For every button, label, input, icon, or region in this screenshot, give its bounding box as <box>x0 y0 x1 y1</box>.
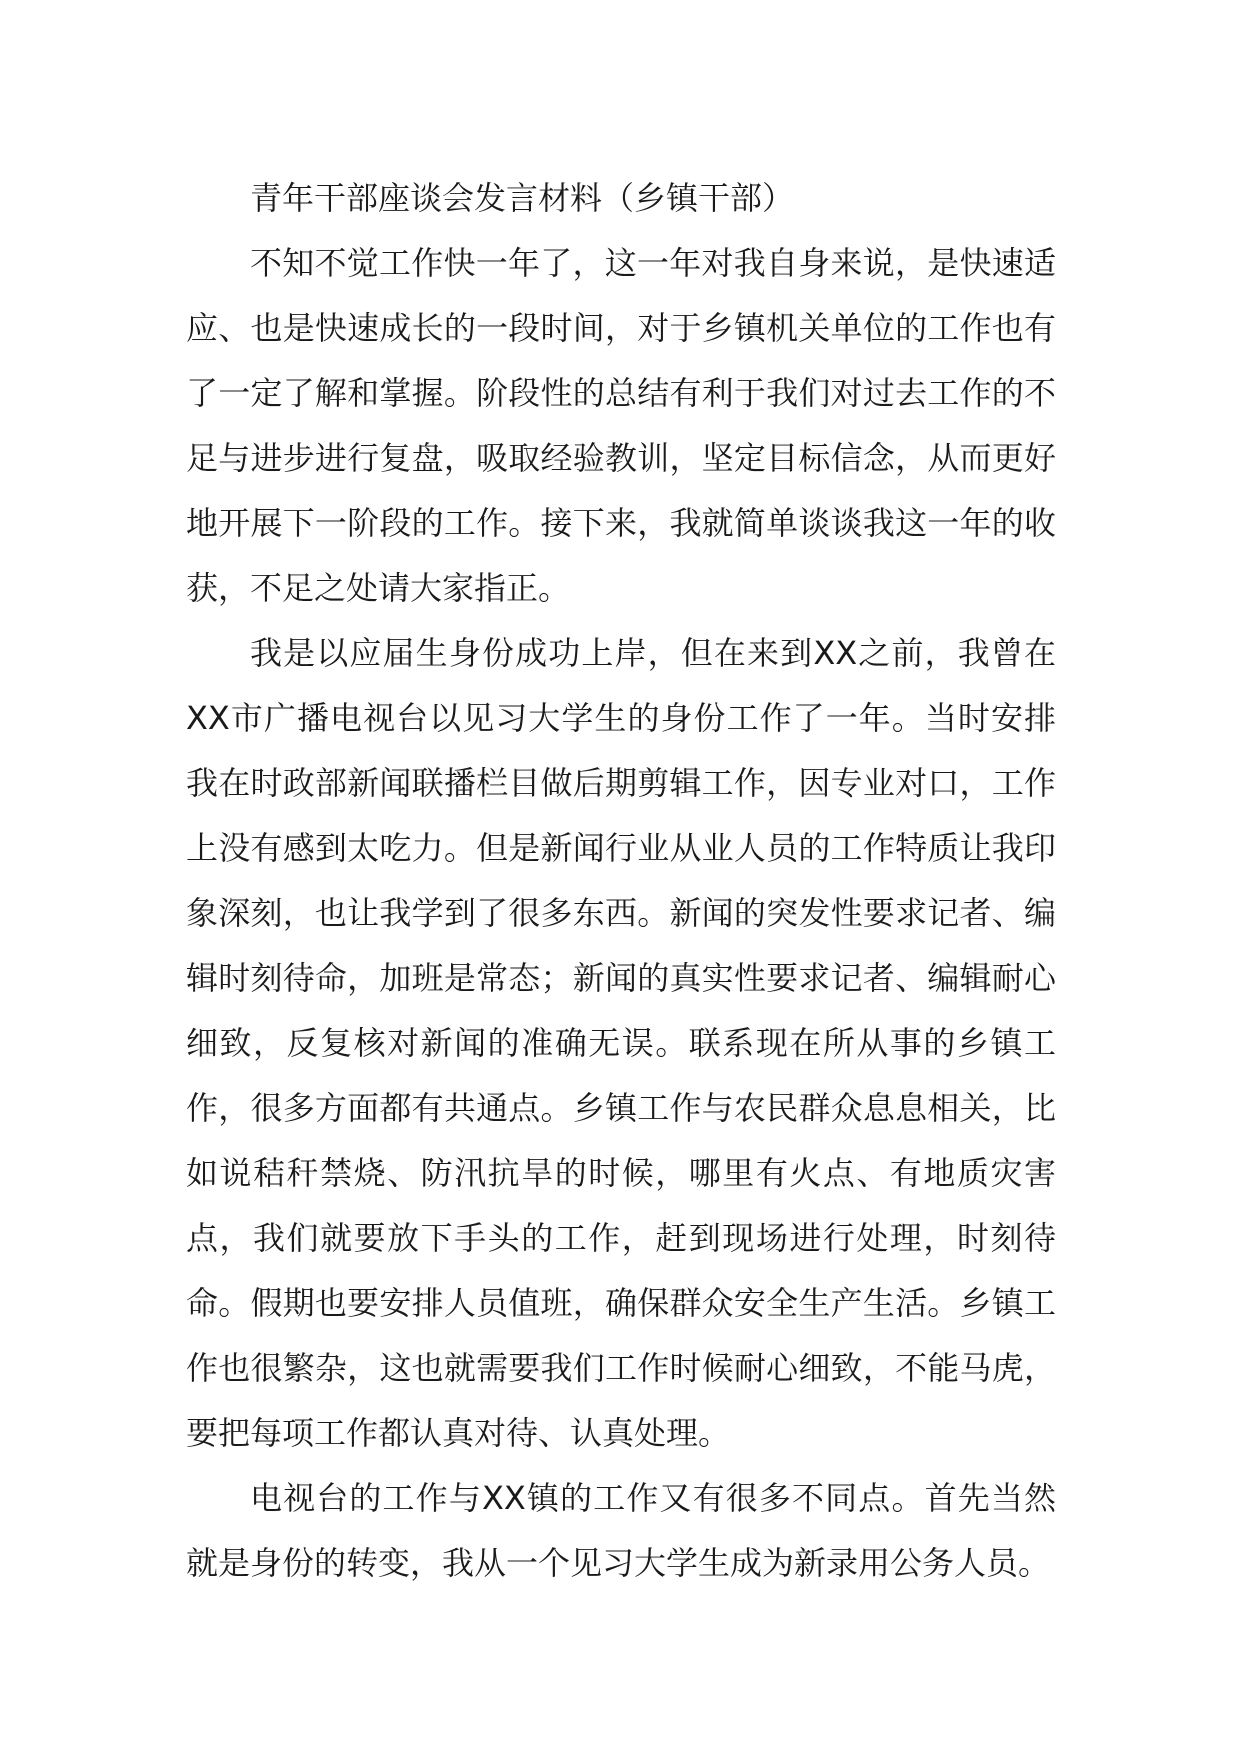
document-body <box>186 166 1056 1596</box>
paragraph-3: 电视台的工作与XX镇的工作又有很多不同点。首先当然就是身份的转变，我从一个见习大学生成为新录用公务人员。 <box>186 1479 1056 1582</box>
document-title: 青年干部座谈会发言材料（乡镇干部） <box>250 179 795 217</box>
paragraph-1: 不知不觉工作快一年了，这一年对我自身来说，是快速适应、也是快速成长的一段时间，对于乡镇机关单位的工作也有了一定了解和掌握。阶段性的总结有利于我们对过去工作的不足与进步进行复盘，吸取经验教训，坚定目标信念，从而更好地开展下一阶段的工作。接下来，我就简单谈谈我这一年的收获，不足之处请大家指正。 <box>186 244 1056 607</box>
paragraph-2: 我是以应届生身份成功上岸，但在来到XX之前，我曾在XX市广播电视台以见习大学生的身份工作了一年。当时安排我在时政部新闻联播栏目做后期剪辑工作，因专业对口，工作上没有感到太吃力。但是新闻行业从业人员的工作特质让我印象深刻，也让我学到了很多东西。新闻的突发性要求记者、编辑时刻待命，加班是常态；新闻的真实性要求记者、编辑耐心细致，反复核对新闻的准确无误。联系现在所从事的乡镇工作，很多方面都有共通点。乡镇工作与农民群众息息相关，比如说秸秆禁烧、防汛抗旱的时候，哪里有火点、有地质灾害点，我们就要放下手头的工作，赶到现场进行处理，时刻待命。假期也要安排人员值班，确保群众安全生产生活。乡镇工作也很繁杂，这也就需要我们工作时候耐心细致，不能马虎，要把每项工作都认真对待、认真处理。 <box>186 634 1056 1452</box>
